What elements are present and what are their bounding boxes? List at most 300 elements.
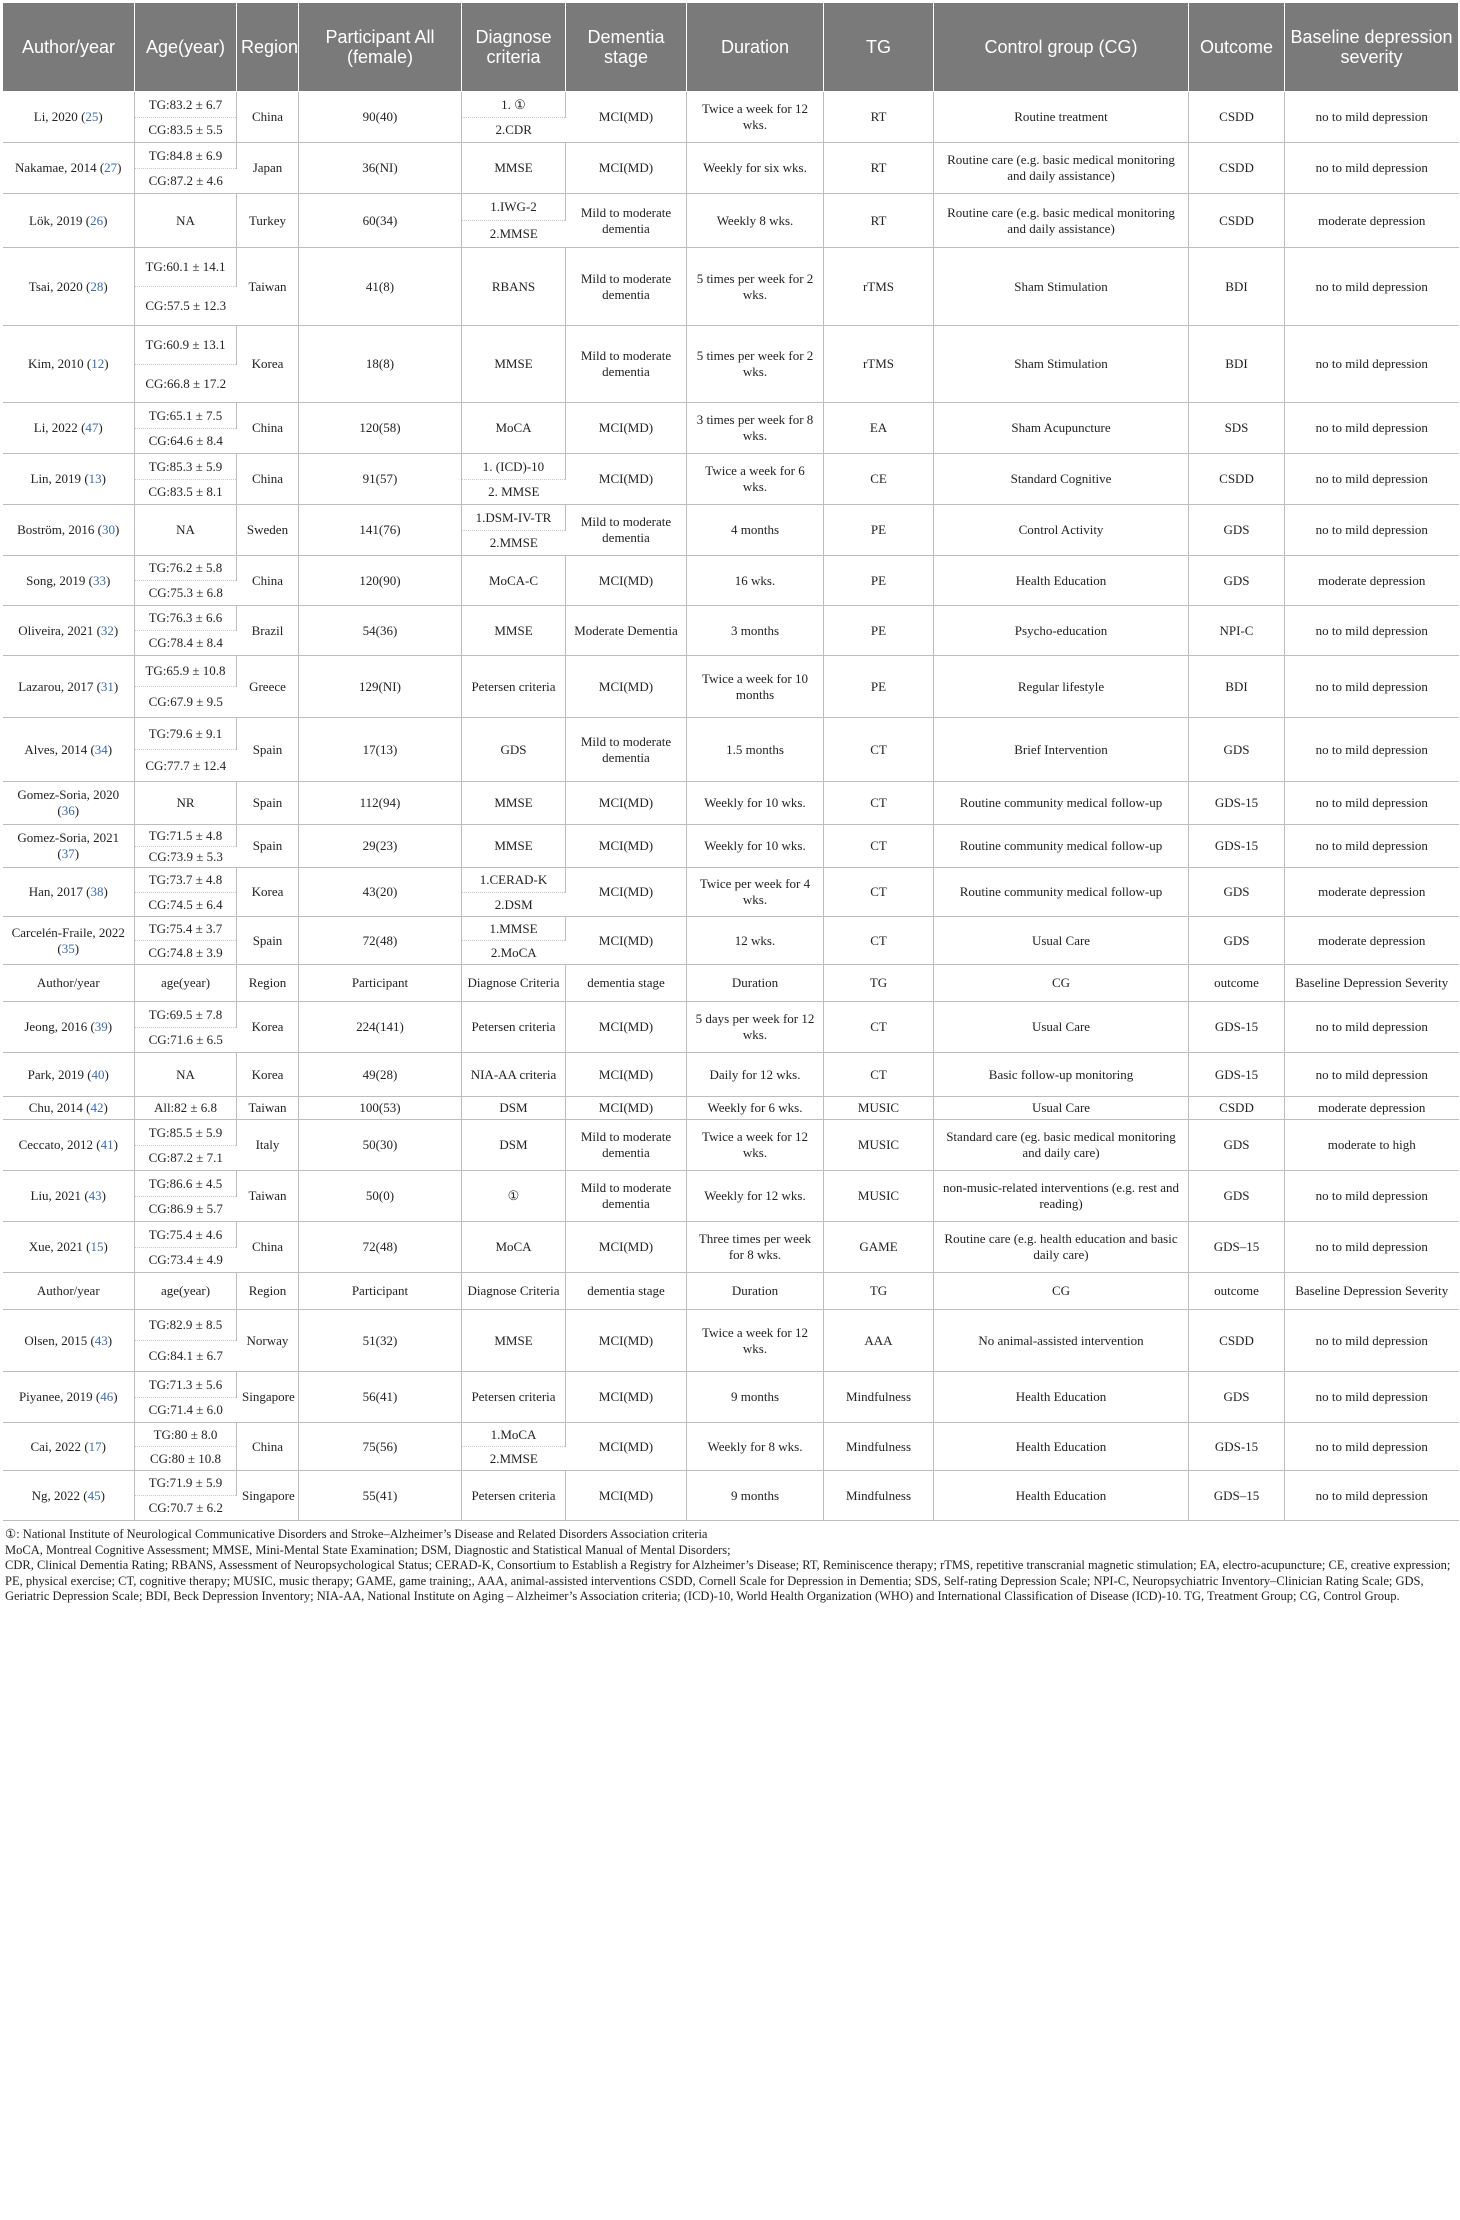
cell-age: TG:65.1 ± 7.5 <box>135 403 237 429</box>
cell-control-group: Standard Cognitive <box>934 454 1189 505</box>
cell-tg: AAA <box>824 1310 934 1372</box>
cell-control-group: non-music-related interventions (e.g. rest and reading) <box>934 1171 1189 1222</box>
author-name: Jeong, 2016 <box>24 1019 88 1034</box>
author-name: Lök, 2019 <box>29 212 83 228</box>
cell-age: NA <box>135 1053 237 1097</box>
table-row <box>3 917 1459 941</box>
col-header-region: Region <box>237 3 299 92</box>
cell-diagnose-criteria: MMSE <box>462 326 566 403</box>
cell-author-year: Ceccato, 2012 (41) <box>3 1120 135 1171</box>
repeated-header-dementia-stage: dementia stage <box>566 965 687 1002</box>
cell-outcome: BDI <box>1189 326 1285 403</box>
author-name: Lazarou, 2017 <box>18 678 94 694</box>
author-name: Piyanee, 2019 <box>18 1389 93 1404</box>
cell-participants: 54(36) <box>299 606 462 656</box>
cell-duration: 3 times per week for 8 wks. <box>687 403 824 454</box>
cell-region: Taiwan <box>237 1097 299 1120</box>
cell-age: TG:75.4 ± 4.6 <box>135 1222 237 1248</box>
cell-participants: 60(34) <box>299 194 462 248</box>
cell-age: TG:69.5 ± 7.8 <box>135 1002 237 1028</box>
cell-duration: Twice a week for 12 wks. <box>687 1310 824 1372</box>
col-header-outcome: Outcome <box>1189 3 1285 92</box>
cell-outcome: GDS-15 <box>1189 782 1285 825</box>
cell-control-group: Brief Intervention <box>934 718 1189 782</box>
cell-duration: Weekly 8 wks. <box>687 194 824 248</box>
table-footnotes <box>2 1521 1458 1605</box>
cell-participants: 55(41) <box>299 1471 462 1521</box>
cell-author-year: Nakamae, 2014 (27) <box>3 143 135 194</box>
author-name: Ng, 2022 <box>31 1487 80 1503</box>
cell-tg: CT <box>824 1002 934 1053</box>
cell-author-year: Gomez-Soria, 2020 (36) <box>3 782 135 825</box>
repeated-header-diagnose-criteria: Diagnose Criteria <box>462 1273 566 1310</box>
cell-dementia-stage: MCI(MD) <box>566 556 687 606</box>
cell-outcome: BDI <box>1189 656 1285 718</box>
cell-dementia-stage: Moderate Dementia <box>566 606 687 656</box>
cell-control-group: Usual Care <box>934 917 1189 965</box>
cell-control-group: Health Education <box>934 556 1189 606</box>
cell-baseline-severity: no to mild depression <box>1285 143 1459 194</box>
cell-participants: 141(76) <box>299 505 462 556</box>
table-row <box>3 1372 1459 1398</box>
cell-age: CG:74.8 ± 3.9 <box>135 941 237 965</box>
cell-outcome: CSDD <box>1189 1310 1285 1372</box>
cell-age: TG:73.7 ± 4.8 <box>135 868 237 893</box>
cell-region: Spain <box>237 718 299 782</box>
footnote-2: MoCA, Montreal Cognitive Assessment; MMSE, Mini-Mental State Examination; DSM, Diagnostic and Statistical Manual of Mental Disorders; <box>5 1542 731 1557</box>
cell-author-year: Lin, 2019 (13) <box>3 454 135 505</box>
cell-control-group: Routine care (e.g. basic medical monitoring and daily assistance) <box>934 143 1189 194</box>
cell-age: TG:83.2 ± 6.7 <box>135 92 237 118</box>
cell-participants: 91(57) <box>299 454 462 505</box>
table-row <box>3 1053 1459 1097</box>
cell-duration: 1.5 months <box>687 718 824 782</box>
cell-age: TG:84.8 ± 6.9 <box>135 143 237 169</box>
table-row <box>3 718 1459 750</box>
cell-participants: 36(NI) <box>299 143 462 194</box>
cell-author-year: Lazarou, 2017 (31) <box>3 656 135 718</box>
cell-age: CG:57.5 ± 12.3 <box>135 287 237 326</box>
repeated-header-outcome: outcome <box>1189 965 1285 1002</box>
cell-participants: 90(40) <box>299 92 462 143</box>
citation-link[interactable]: 15 <box>90 1239 104 1254</box>
author-name: Nakamae, 2014 <box>14 160 97 175</box>
cell-baseline-severity: no to mild depression <box>1285 454 1459 505</box>
table-row <box>3 143 1459 169</box>
cell-control-group: Routine community medical follow-up <box>934 868 1189 917</box>
cell-tg: rTMS <box>824 248 934 326</box>
table-row <box>3 782 1459 825</box>
cell-duration: Weekly for 8 wks. <box>687 1423 824 1471</box>
col-header-baseline-severity: Baseline depression severity <box>1285 3 1459 92</box>
cell-region: Spain <box>237 825 299 868</box>
cell-control-group: Usual Care <box>934 1002 1189 1053</box>
table-row <box>3 1097 1459 1120</box>
cell-participants: 100(53) <box>299 1097 462 1120</box>
cell-baseline-severity: no to mild depression <box>1285 92 1459 143</box>
cell-diagnose-criteria: NIA-AA criteria <box>462 1053 566 1097</box>
citation-link[interactable]: 46 <box>100 1389 114 1404</box>
cell-diagnose-criteria: 2.DSM <box>462 893 566 917</box>
cell-region: Brazil <box>237 606 299 656</box>
cell-dementia-stage: MCI(MD) <box>566 1002 687 1053</box>
cell-baseline-severity: no to mild depression <box>1285 1310 1459 1372</box>
cell-outcome: GDS-15 <box>1189 1053 1285 1097</box>
cell-tg: CE <box>824 454 934 505</box>
cell-author-year: Ng, 2022 (45) <box>3 1471 135 1521</box>
cell-diagnose-criteria: 2.MMSE <box>462 1447 566 1471</box>
cell-diagnose-criteria: 2. MMSE <box>462 480 566 505</box>
cell-region: China <box>237 454 299 505</box>
cell-outcome: GDS-15 <box>1189 1002 1285 1053</box>
footnote-3: CDR, Clinical Dementia Rating; RBANS, Assessment of Neuropsychological Status; CERAD-K, Consortium to Establish a Registry for Alzheimer’s Disease; RT, Reminiscence therapy; rTMS, repetitive transcranial magnetic stimulation; EA, electro-acupuncture; CE, creative expression; PE, physical exercise; CT, cognitive therapy; MUSIC, music therapy; GAME, game training;, AAA, animal-assisted interventions CSDD, Cornell Scale for Depression in Dementia; SDS, Self-rating Depression Scale; NPI-C, Neuropsychiatric Inventory–Clinician Rating Scale; GDS, Geriatric Depression Scale; BDI, Beck Depression Inventory; NIA-AA, National Institute on Aging – Alzheimer’s Association criteria; (ICD)-10, World Health Organization (WHO) and International Classification of Disease (ICD)-10. TG, Treatment Group; CG, Control Group. <box>5 1558 1451 1603</box>
citation-link[interactable]: 36 <box>61 803 75 818</box>
cell-dementia-stage: MCI(MD) <box>566 868 687 917</box>
cell-participants: 50(30) <box>299 1120 462 1171</box>
cell-dementia-stage: MCI(MD) <box>566 656 687 718</box>
cell-dementia-stage: Mild to moderate dementia <box>566 248 687 326</box>
cell-dementia-stage: MCI(MD) <box>566 1423 687 1471</box>
cell-outcome: GDS <box>1189 505 1285 556</box>
cell-region: Korea <box>237 868 299 917</box>
table-body <box>3 92 1459 1521</box>
cell-age: TG:85.3 ± 5.9 <box>135 454 237 480</box>
citation-link[interactable]: 28 <box>90 278 104 294</box>
col-header-author-year: Author/year <box>3 3 135 92</box>
cell-diagnose-criteria: 2.MMSE <box>462 221 566 248</box>
table-row <box>3 1310 1459 1341</box>
cell-baseline-severity: no to mild depression <box>1285 606 1459 656</box>
cell-diagnose-criteria: MMSE <box>462 1310 566 1372</box>
cell-age: TG:71.3 ± 5.6 <box>135 1372 237 1398</box>
cell-region: Taiwan <box>237 248 299 326</box>
citation-link[interactable]: 25 <box>85 109 99 124</box>
author-name: Lin, 2019 <box>30 471 82 486</box>
study-characteristics-table <box>2 2 1459 1521</box>
cell-dementia-stage: MCI(MD) <box>566 1310 687 1372</box>
author-name: Tsai, 2020 <box>28 278 83 294</box>
cell-diagnose-criteria: MoCA <box>462 403 566 454</box>
cell-author-year: Alves, 2014 (34) <box>3 718 135 782</box>
cell-diagnose-criteria: 2.CDR <box>462 118 566 143</box>
cell-tg: MUSIC <box>824 1097 934 1120</box>
cell-participants: 50(0) <box>299 1171 462 1222</box>
cell-author-year: Li, 2020 (25) <box>3 92 135 143</box>
cell-outcome: GDS <box>1189 556 1285 606</box>
citation-link[interactable]: 33 <box>92 572 106 588</box>
cell-baseline-severity: no to mild depression <box>1285 825 1459 868</box>
citation-link[interactable]: 47 <box>85 420 99 435</box>
repeated-header-baseline-severity: Baseline Depression Severity <box>1285 1273 1459 1310</box>
cell-diagnose-criteria: 1.DSM-IV-TR <box>462 505 566 531</box>
cell-age: TG:85.5 ± 5.9 <box>135 1120 237 1146</box>
cell-region: Spain <box>237 782 299 825</box>
cell-tg: Mindfulness <box>824 1471 934 1521</box>
cell-participants: 120(58) <box>299 403 462 454</box>
cell-diagnose-criteria: 1.IWG-2 <box>462 194 566 221</box>
cell-duration: 9 months <box>687 1471 824 1521</box>
cell-baseline-severity: no to mild depression <box>1285 1171 1459 1222</box>
cell-diagnose-criteria: 1.CERAD-K <box>462 868 566 893</box>
table-row <box>3 825 1459 847</box>
cell-author-year: Kim, 2010 (12) <box>3 326 135 403</box>
cell-duration: Twice a week for 12 wks. <box>687 92 824 143</box>
cell-duration: Twice a week for 12 wks. <box>687 1120 824 1171</box>
col-header-control-group: Control group (CG) <box>934 3 1189 92</box>
citation-link[interactable]: 42 <box>90 1100 104 1115</box>
cell-diagnose-criteria: Petersen criteria <box>462 1372 566 1423</box>
citation-link[interactable]: 26 <box>90 212 104 228</box>
author-name: Li, 2020 <box>33 109 78 124</box>
cell-participants: 17(13) <box>299 718 462 782</box>
citation-link[interactable]: 35 <box>61 940 75 956</box>
cell-participants: 72(48) <box>299 917 462 965</box>
col-header-tg: TG <box>824 3 934 92</box>
citation-link[interactable]: 32 <box>100 622 114 638</box>
cell-tg: GAME <box>824 1222 934 1273</box>
cell-region: China <box>237 403 299 454</box>
citation-link[interactable]: 38 <box>90 884 104 899</box>
cell-age: TG:60.1 ± 14.1 <box>135 248 237 287</box>
citation-link[interactable]: 43 <box>88 1188 102 1203</box>
cell-tg: MUSIC <box>824 1120 934 1171</box>
cell-participants: 112(94) <box>299 782 462 825</box>
repeated-header-control-group: CG <box>934 1273 1189 1310</box>
cell-outcome: SDS <box>1189 403 1285 454</box>
cell-outcome: GDS-15 <box>1189 1423 1285 1471</box>
footnote-1: ①: National Institute of Neurological Communicative Disorders and Stroke–Alzheimer’s Disease and Related Disorders Association criteria <box>5 1527 708 1541</box>
cell-age: CG:66.8 ± 17.2 <box>135 365 237 403</box>
cell-dementia-stage: MCI(MD) <box>566 825 687 868</box>
cell-author-year: Park, 2019 (40) <box>3 1053 135 1097</box>
table-row <box>3 403 1459 429</box>
cell-tg: PE <box>824 505 934 556</box>
cell-age: CG:75.3 ± 6.8 <box>135 581 237 606</box>
cell-age: TG:86.6 ± 4.5 <box>135 1171 237 1197</box>
cell-duration: Weekly for 6 wks. <box>687 1097 824 1120</box>
cell-baseline-severity: no to mild depression <box>1285 1423 1459 1471</box>
cell-participants: 51(32) <box>299 1310 462 1372</box>
cell-tg: PE <box>824 556 934 606</box>
cell-dementia-stage: MCI(MD) <box>566 143 687 194</box>
cell-diagnose-criteria: GDS <box>462 718 566 782</box>
author-name: Li, 2022 <box>33 420 78 435</box>
cell-age: CG:80 ± 10.8 <box>135 1447 237 1471</box>
cell-author-year: Piyanee, 2019 (46) <box>3 1372 135 1423</box>
col-header-age: Age(year) <box>135 3 237 92</box>
citation-link[interactable]: 43 <box>94 1332 108 1348</box>
cell-age: TG:60.9 ± 13.1 <box>135 326 237 365</box>
repeated-header-row <box>3 1273 1459 1310</box>
col-header-dementia-stage: Dementia stage <box>566 3 687 92</box>
cell-control-group: Basic follow-up monitoring <box>934 1053 1189 1097</box>
cell-region: China <box>237 1222 299 1273</box>
cell-age: TG:76.2 ± 5.8 <box>135 556 237 581</box>
cell-participants: 29(23) <box>299 825 462 868</box>
citation-link[interactable]: 17 <box>88 1438 102 1454</box>
cell-baseline-severity: moderate depression <box>1285 556 1459 606</box>
cell-diagnose-criteria: 1.MoCA <box>462 1423 566 1447</box>
cell-age: TG:82.9 ± 8.5 <box>135 1310 237 1341</box>
table-row <box>3 1222 1459 1248</box>
citation-link[interactable]: 39 <box>94 1019 108 1034</box>
cell-tg: MUSIC <box>824 1171 934 1222</box>
repeated-header-dementia-stage: dementia stage <box>566 1273 687 1310</box>
cell-dementia-stage: MCI(MD) <box>566 782 687 825</box>
cell-duration: Twice a week for 10 months <box>687 656 824 718</box>
citation-link[interactable]: 45 <box>87 1487 101 1503</box>
cell-control-group: Sham Stimulation <box>934 326 1189 403</box>
author-name: Olsen, 2015 <box>24 1332 88 1348</box>
cell-outcome: GDS <box>1189 868 1285 917</box>
cell-age: CG:87.2 ± 4.6 <box>135 169 237 194</box>
citation-link[interactable]: 30 <box>102 522 116 537</box>
citation-link[interactable]: 41 <box>100 1137 114 1152</box>
col-header-duration: Duration <box>687 3 824 92</box>
author-name: Chu, 2014 <box>28 1100 83 1115</box>
cell-baseline-severity: moderate depression <box>1285 1097 1459 1120</box>
cell-control-group: Sham Stimulation <box>934 248 1189 326</box>
cell-age: TG:65.9 ± 10.8 <box>135 656 237 687</box>
cell-baseline-severity: no to mild depression <box>1285 1053 1459 1097</box>
author-name: Park, 2019 <box>27 1066 84 1082</box>
cell-outcome: GDS <box>1189 1372 1285 1423</box>
cell-region: Italy <box>237 1120 299 1171</box>
cell-dementia-stage: MCI(MD) <box>566 1097 687 1120</box>
cell-author-year: Liu, 2021 (43) <box>3 1171 135 1222</box>
author-name: Oliveira, 2021 <box>18 622 94 638</box>
repeated-header-participants: Participant <box>299 965 462 1002</box>
cell-participants: 56(41) <box>299 1372 462 1423</box>
cell-region: Taiwan <box>237 1171 299 1222</box>
cell-dementia-stage: Mild to moderate dementia <box>566 326 687 403</box>
citation-link[interactable]: 34 <box>94 741 108 757</box>
citation-link[interactable]: 40 <box>91 1066 105 1082</box>
cell-baseline-severity: no to mild depression <box>1285 1372 1459 1423</box>
citation-link[interactable]: 37 <box>61 846 75 861</box>
col-header-participants: Participant All (female) <box>299 3 462 92</box>
cell-duration: 9 months <box>687 1372 824 1423</box>
cell-age: CG:78.4 ± 8.4 <box>135 631 237 656</box>
repeated-header-outcome: outcome <box>1189 1273 1285 1310</box>
citation-link[interactable]: 27 <box>104 160 118 175</box>
cell-duration: 12 wks. <box>687 917 824 965</box>
author-name: Xue, 2021 <box>28 1239 83 1254</box>
author-name: Boström, 2016 <box>17 522 95 537</box>
repeated-header-control-group: CG <box>934 965 1189 1002</box>
cell-tg: Mindfulness <box>824 1423 934 1471</box>
cell-region: Singapore <box>237 1372 299 1423</box>
cell-author-year: Boström, 2016 (30) <box>3 505 135 556</box>
cell-tg: PE <box>824 656 934 718</box>
cell-outcome: CSDD <box>1189 194 1285 248</box>
cell-control-group: Sham Acupuncture <box>934 403 1189 454</box>
cell-dementia-stage: MCI(MD) <box>566 1471 687 1521</box>
table-row <box>3 606 1459 631</box>
table-row <box>3 1002 1459 1028</box>
cell-outcome: CSDD <box>1189 1097 1285 1120</box>
cell-baseline-severity: no to mild depression <box>1285 782 1459 825</box>
repeated-header-row <box>3 965 1459 1002</box>
cell-age: TG:71.5 ± 4.8 <box>135 825 237 847</box>
cell-age: NA <box>135 194 237 248</box>
repeated-header-duration: Duration <box>687 965 824 1002</box>
cell-duration: 16 wks. <box>687 556 824 606</box>
cell-duration: 4 months <box>687 505 824 556</box>
author-name: Carcelén-Fraile, 2022 <box>11 924 125 940</box>
author-name: Alves, 2014 <box>24 741 88 757</box>
cell-age: All:82 ± 6.8 <box>135 1097 237 1120</box>
cell-diagnose-criteria: Petersen criteria <box>462 1002 566 1053</box>
cell-tg: CT <box>824 825 934 868</box>
cell-control-group: Routine community medical follow-up <box>934 825 1189 868</box>
cell-tg: Mindfulness <box>824 1372 934 1423</box>
citation-link[interactable]: 12 <box>91 356 105 371</box>
table-row <box>3 656 1459 687</box>
cell-baseline-severity: moderate depression <box>1285 917 1459 965</box>
cell-age: CG:86.9 ± 5.7 <box>135 1197 237 1222</box>
cell-tg: CT <box>824 868 934 917</box>
cell-age: CG:73.9 ± 5.3 <box>135 847 237 868</box>
cell-tg: CT <box>824 1053 934 1097</box>
cell-control-group: Health Education <box>934 1372 1189 1423</box>
cell-duration: 5 days per week for 12 wks. <box>687 1002 824 1053</box>
repeated-header-tg: TG <box>824 965 934 1002</box>
cell-duration: 5 times per week for 2 wks. <box>687 326 824 403</box>
cell-tg: CT <box>824 782 934 825</box>
cell-age: CG:83.5 ± 8.1 <box>135 480 237 505</box>
cell-dementia-stage: MCI(MD) <box>566 1372 687 1423</box>
cell-duration: Twice a week for 6 wks. <box>687 454 824 505</box>
cell-participants: 72(48) <box>299 1222 462 1273</box>
cell-tg: CT <box>824 718 934 782</box>
repeated-header-duration: Duration <box>687 1273 824 1310</box>
cell-participants: 49(28) <box>299 1053 462 1097</box>
cell-author-year: Cai, 2022 (17) <box>3 1423 135 1471</box>
cell-control-group: Psycho-education <box>934 606 1189 656</box>
cell-outcome: GDS-15 <box>1189 825 1285 868</box>
cell-outcome: GDS–15 <box>1189 1471 1285 1521</box>
cell-dementia-stage: Mild to moderate dementia <box>566 1171 687 1222</box>
table-header-row <box>3 3 1459 92</box>
author-name: Song, 2019 <box>26 572 86 588</box>
cell-age: CG:71.6 ± 6.5 <box>135 1028 237 1053</box>
cell-region: Japan <box>237 143 299 194</box>
table-row <box>3 194 1459 221</box>
cell-diagnose-criteria: Petersen criteria <box>462 1471 566 1521</box>
cell-author-year: Gomez-Soria, 2021 (37) <box>3 825 135 868</box>
cell-age: CG:87.2 ± 7.1 <box>135 1146 237 1171</box>
cell-control-group: Routine treatment <box>934 92 1189 143</box>
cell-baseline-severity: no to mild depression <box>1285 326 1459 403</box>
cell-region: Norway <box>237 1310 299 1372</box>
table-row <box>3 1171 1459 1197</box>
cell-dementia-stage: MCI(MD) <box>566 403 687 454</box>
cell-duration: Weekly for 12 wks. <box>687 1171 824 1222</box>
cell-outcome: NPI-C <box>1189 606 1285 656</box>
cell-diagnose-criteria: DSM <box>462 1097 566 1120</box>
cell-participants: 43(20) <box>299 868 462 917</box>
citation-link[interactable]: 31 <box>100 678 114 694</box>
cell-outcome: CSDD <box>1189 143 1285 194</box>
cell-duration: Weekly for six wks. <box>687 143 824 194</box>
table-row <box>3 454 1459 480</box>
cell-baseline-severity: no to mild depression <box>1285 1002 1459 1053</box>
cell-diagnose-criteria: MMSE <box>462 782 566 825</box>
cell-control-group: Routine community medical follow-up <box>934 782 1189 825</box>
citation-link[interactable]: 13 <box>88 471 102 486</box>
cell-age: CG:84.1 ± 6.7 <box>135 1341 237 1372</box>
